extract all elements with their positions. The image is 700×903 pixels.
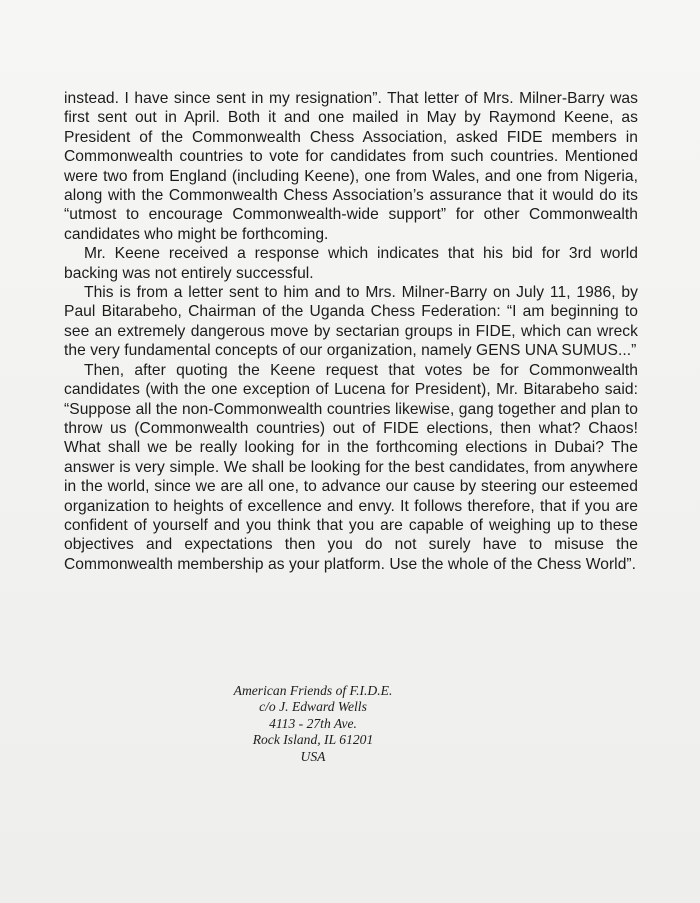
- address-country: USA: [300, 748, 326, 764]
- paragraph-2: Mr. Keene received a response which indicates that his bid for 3rd world backing was not entirely successful.: [64, 245, 638, 282]
- paragraph-4: Then, after quoting the Keene request that votes be for Commonwealth candidates (with the one exception of Lucena for President), Mr. Bitarabeho said: “Suppose all the non-Commonwealth countries likewise, gang together and plan to throw us (Commonwealth countries) out of FIDE elections, then what? Chaos! What shall we be really looking for in the forthcoming elections in Dubai? The answer is very simple. We shall be looking for the best candidates, from anywhere in the world, since we are all one, to advance our cause by steering our esteemed organization to heights of excellence and envy. It follows therefore, that if you are confident of yourself and you think that you are capable of weighing up to these objectives and expectations then you do not surely have to misuse the Commonwealth membership as your platform. Use the whole of the Chess World”.: [64, 361, 638, 573]
- paragraph-3: This is from a letter sent to him and to Mrs. Milner-Barry on July 11, 1986, by Paul Bitarabeho, Chairman of the Uganda Chess Federation: “I am beginning to see an extremely dangerous move by sectarian groups in FIDE, which can wreck the very fundamental concepts of our organization, namely GENS UNA SUMUS...”: [64, 284, 638, 360]
- paragraph-1: instead. I have since sent in my resignation”. That letter of Mrs. Milner-Barry was first sent out in April. Both it and one mailed in May by Raymond Keene, as President of the Commonwealth Chess Association, asked FIDE members in Commonwealth countries to vote for candidates from such countries. Mentioned were two from England (including Keene), one from Wales, and one from Nigeria, along with the Commonwealth Chess Association’s assurance that it would do its “utmost to encourage Commonwealth-wide support” for other Commonwealth candidates who might be forthcoming.: [64, 90, 638, 243]
- letter-body: [64, 89, 638, 574]
- address-care-of: c/o J. Edward Wells: [259, 699, 367, 715]
- address-org: American Friends of F.I.D.E.: [233, 683, 393, 698]
- address-city: Rock Island, IL 61201: [252, 732, 374, 748]
- mailing-address: [0, 683, 626, 765]
- address-street: 4113 - 27th Ave.: [269, 715, 357, 731]
